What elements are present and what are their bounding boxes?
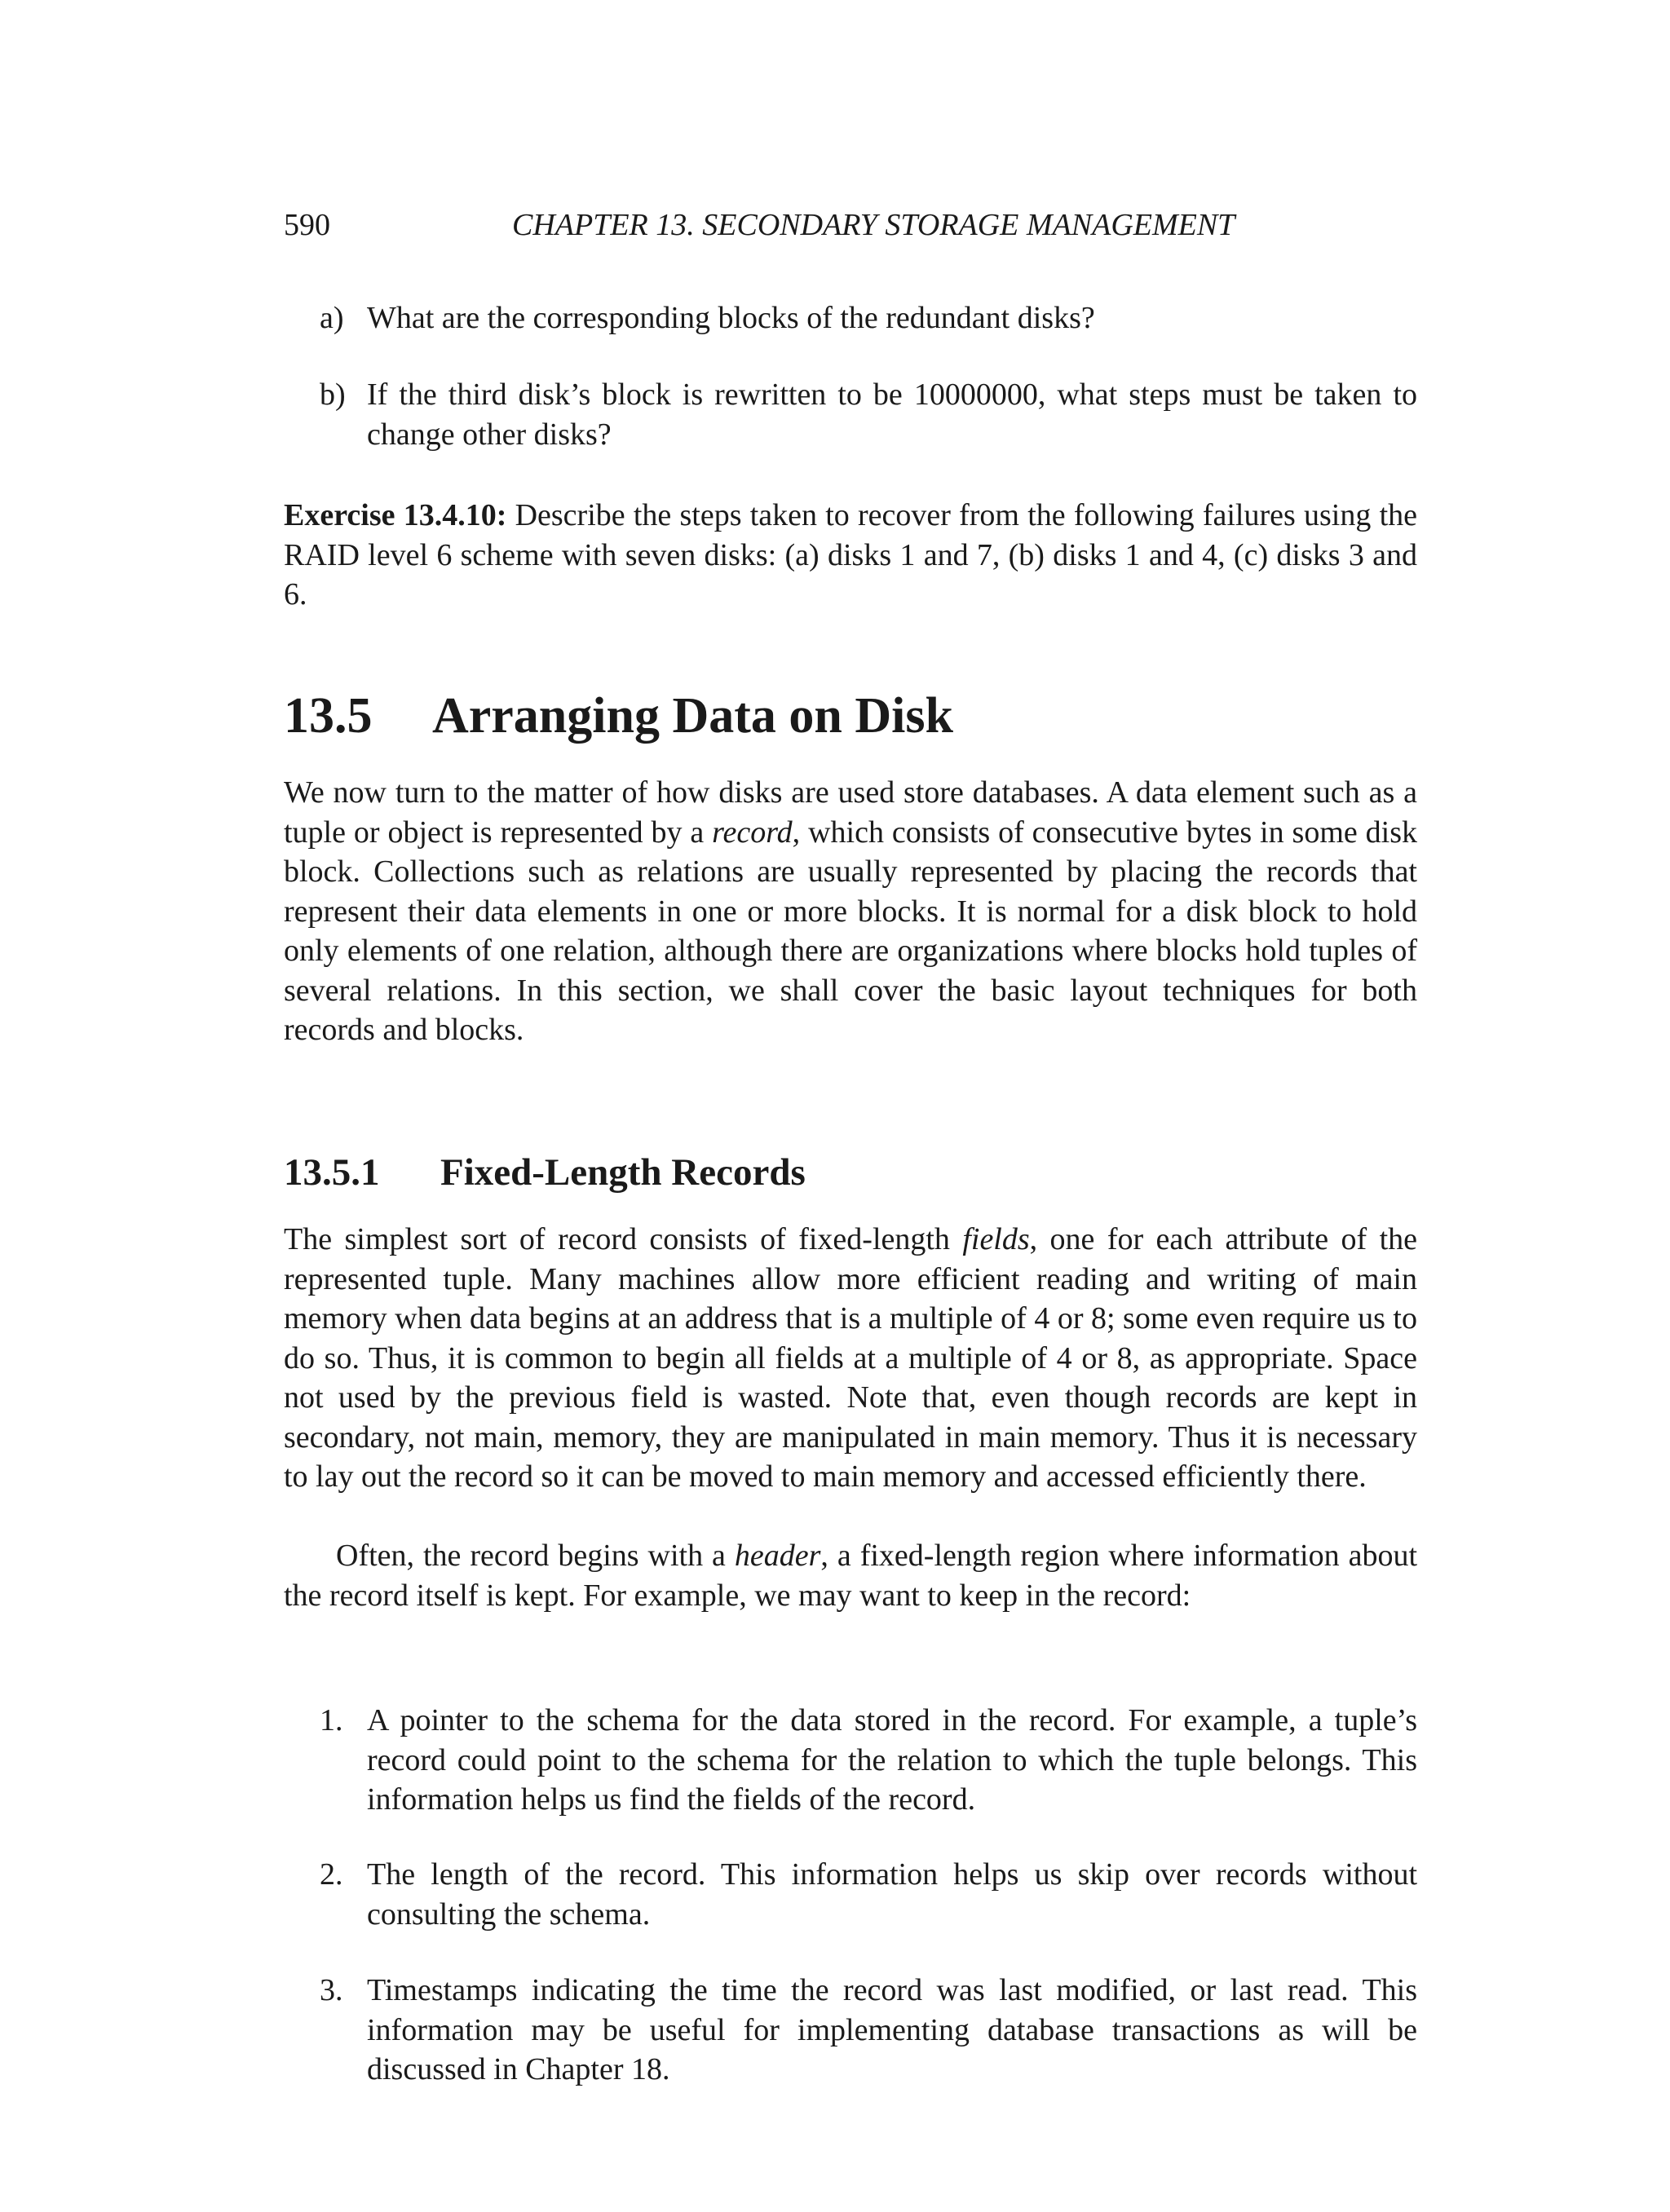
paragraph-text: Often, the record begins with a: [336, 1539, 735, 1573]
exercise-part-text: What are the corresponding blocks of the redundant disks?: [367, 301, 1095, 335]
subsection-title: Fixed-Length Records: [440, 1151, 806, 1194]
page-number: 590: [284, 208, 330, 242]
paragraph-text: The simplest sort of record consists of fixed-length: [284, 1222, 963, 1256]
exercise-part-marker: b): [320, 377, 346, 412]
fixed-length-paragraph-1: [284, 1220, 1417, 1497]
list-marker: 1.: [320, 1703, 343, 1737]
section-intro-paragraph: [284, 773, 1417, 1050]
subsection-heading: [284, 1147, 806, 1198]
exercise-paragraph: [284, 496, 1417, 615]
exercise-part-b: [320, 375, 1417, 454]
paragraph-text: , which consists of consecutive bytes in some disk block. Collections such as relations are usually represented by placing the records that represent their data elements in one or more blocks. It is normal for a disk block to hold only elements of one relation, although there are organizations where blocks hold tuples of several relations. In this section, we shall cover the basic layout techniques for both records and blocks.: [284, 815, 1417, 1047]
list-marker: 2.: [320, 1857, 343, 1892]
exercise-part-marker: a): [320, 301, 344, 335]
fixed-length-paragraph-2: [284, 1536, 1417, 1615]
exercise-text: Describe the steps taken to recover from the following failures using the RAID level 6 scheme with seven disks: (a) disks 1 and 7, (b) disks 1 and 4, (c) disks 3 and 6.: [284, 498, 1418, 612]
section-title: Arranging Data on Disk: [432, 688, 954, 744]
list-item-text: Timestamps indicating the time the record was last modified, or last read. This information may be useful for implementing database transactions as will be discussed in Chapter 18.: [367, 1973, 1417, 2086]
paragraph-text: We now turn to the matter of how disks are used store databases. A data element such as a tuple or object is represented by a: [284, 775, 1417, 850]
emphasis-term: record: [712, 815, 793, 850]
list-item: [320, 1701, 1417, 1820]
section-number: 13.5: [284, 688, 373, 744]
exercise-label: Exercise 13.4.10:: [284, 498, 507, 532]
exercise-part-text: If the third disk’s block is rewritten to be 10000000, what steps must be taken to change other disks?: [367, 377, 1417, 452]
list-item: [320, 1855, 1417, 1934]
emphasis-term: fields: [962, 1222, 1030, 1256]
running-head: CHAPTER 13. SECONDARY STORAGE MANAGEMENT: [512, 208, 1235, 242]
list-marker: 3.: [320, 1973, 343, 2007]
list-item: [320, 1971, 1417, 2090]
list-item-text: The length of the record. This information helps us skip over records without consulting the schema.: [367, 1857, 1417, 1932]
emphasis-term: header: [734, 1539, 821, 1573]
section-heading: [284, 683, 953, 748]
exercise-part-a: [320, 298, 1417, 338]
paragraph-text: , a fixed-length region where information about the record itself is kept. For example, we may want to keep in the record:: [284, 1539, 1417, 1613]
paragraph-text: , one for each attribute of the represented tuple. Many machines allow more efficient reading and writing of main memory when data begins at an address that is a multiple of 4 or 8; some even require us to do so. Thus, it is common to begin all fields at a multiple of 4 or 8, as appropriate. Space not used by the previous field is wasted. Note that, even though records are kept in secondary, not main, memory, they are manipulated in main memory. Thus it is necessary to lay out the record so it can be moved to main memory and accessed efficiently there.: [284, 1222, 1417, 1494]
subsection-number: 13.5.1: [284, 1151, 380, 1194]
page-header: [284, 202, 1414, 248]
list-item-text: A pointer to the schema for the data stored in the record. For example, a tuple’s record could point to the schema for the relation to which the tuple belongs. This information helps us find the fields of the record.: [367, 1703, 1417, 1817]
